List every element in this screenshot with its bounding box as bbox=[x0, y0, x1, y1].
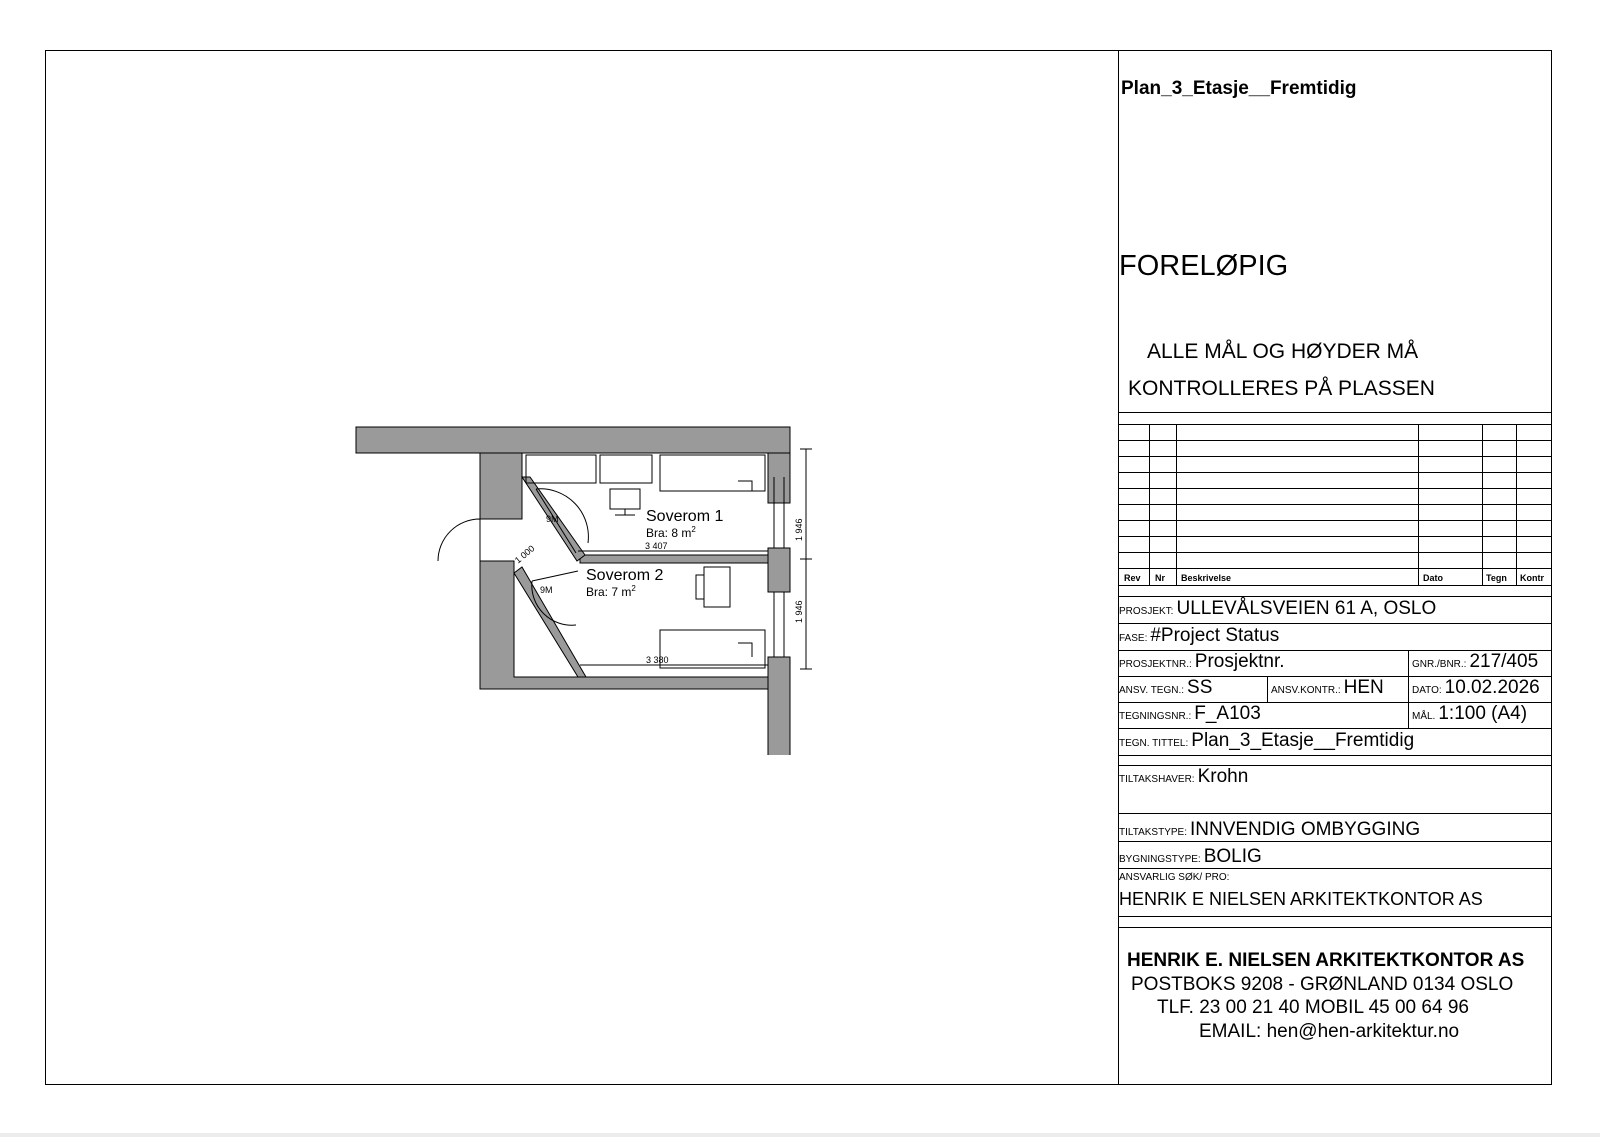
rev-header-dato: Dato bbox=[1423, 573, 1443, 583]
status-title: FORELØPIG bbox=[1119, 250, 1289, 282]
cabinet-1 bbox=[526, 455, 596, 483]
room1-name: Soverom 1 bbox=[646, 508, 724, 525]
field-tiltakshaver: TILTAKSHAVER: Krohn bbox=[1119, 766, 1249, 787]
rev-header-tegn: Tegn bbox=[1486, 573, 1507, 583]
field-prosjekt: PROSJEKT: ULLEVÅLSVEIEN 61 A, OSLO bbox=[1119, 598, 1437, 619]
wall-right-top bbox=[768, 453, 790, 503]
bed-2-pillow bbox=[738, 643, 752, 657]
bed-1-pillow bbox=[738, 481, 752, 491]
field-ansv-kontr: ANSV.KONTR.: HEN bbox=[1271, 677, 1384, 698]
bed-2 bbox=[660, 630, 765, 668]
entry-door-swing bbox=[438, 519, 480, 561]
room2-area: Bra: 7 $m^2$ bbox=[586, 584, 636, 599]
cabinet-2 bbox=[600, 455, 652, 483]
field-prosjektnr: PROSJEKTNR.: Prosjektnr. bbox=[1119, 651, 1285, 672]
notice-line-2: KONTROLLERES PÅ PLASSEN bbox=[1128, 377, 1435, 400]
rev-header-rev: Rev bbox=[1124, 573, 1141, 583]
dim-room2-width: 3 380 bbox=[646, 655, 669, 665]
bottom-bar bbox=[0, 1133, 1600, 1137]
rev-header-beskrivelse: Beskrivelse bbox=[1181, 573, 1232, 583]
title-block bbox=[1118, 50, 1552, 1085]
notice-line-1: ALLE MÅL OG HØYDER MÅ bbox=[1147, 340, 1419, 363]
value-ansvarlig: HENRIK E NIELSEN ARKITEKTKONTOR AS bbox=[1119, 889, 1483, 909]
floor-plan bbox=[340, 425, 820, 755]
field-dato: DATO: 10.02.2026 bbox=[1412, 677, 1540, 698]
wall-right-bottom bbox=[768, 657, 790, 755]
wall-right-middle bbox=[768, 548, 790, 592]
field-gnr-bnr: GNR./BNR.: 217/405 bbox=[1412, 651, 1539, 672]
wall-left-upper bbox=[480, 453, 522, 519]
field-tegningsnr: TEGNINGSNR.: F_A103 bbox=[1119, 703, 1261, 724]
room1-door-mark: 9M bbox=[546, 514, 559, 524]
room1-area: Bra: 8 $m^2$ bbox=[646, 525, 696, 540]
field-tegn-tittel: TEGN. TITTEL: Plan_3_Etasje__Fremtidig bbox=[1119, 730, 1415, 751]
dim-room2-height: 1 946 bbox=[794, 600, 804, 623]
dim-room1-width: 3 407 bbox=[645, 541, 668, 551]
field-tiltakstype: TILTAKSTYPE: INNVENDIG OMBYGGING bbox=[1119, 819, 1421, 840]
office-address: POSTBOKS 9208 - GRØNLAND 0134 OSLO bbox=[1131, 974, 1514, 995]
desk-monitor-1 bbox=[610, 489, 640, 509]
label-ansvarlig: ANSVARLIG SØK/ PRO: bbox=[1119, 872, 1230, 883]
office-name: HENRIK E. NIELSEN ARKITEKTKONTOR AS bbox=[1127, 950, 1525, 971]
office-phone: TLF. 23 00 21 40 MOBIL 45 00 64 96 bbox=[1157, 997, 1469, 1018]
office-email: EMAIL: hen@hen-arkitektur.no bbox=[1199, 1021, 1460, 1042]
dim-room1-height: 1 946 bbox=[794, 518, 804, 541]
revision-table bbox=[1119, 424, 1552, 586]
desk-2 bbox=[704, 567, 730, 607]
wall-diagonal-lower bbox=[514, 567, 586, 677]
dim-door: 1 000 bbox=[512, 543, 537, 566]
plan-name: Plan_3_Etasje__Fremtidig bbox=[1121, 78, 1357, 99]
field-ansv-tegn: ANSV. TEGN.: SS bbox=[1119, 677, 1213, 698]
field-fase: FASE: #Project Status bbox=[1119, 625, 1280, 646]
field-mal: MÅL. 1:100 (A4) bbox=[1412, 703, 1528, 724]
wall-partition bbox=[580, 555, 768, 563]
rev-header-nr: Nr bbox=[1155, 573, 1166, 583]
room2-name: Soverom 2 bbox=[586, 567, 664, 584]
bed-1 bbox=[660, 455, 765, 491]
room2-door-mark: 9M bbox=[540, 585, 553, 595]
wall-top bbox=[356, 427, 790, 477]
rev-header-kontr: Kontr bbox=[1520, 573, 1544, 583]
field-bygningstype: BYGNINGSTYPE: BOLIG bbox=[1119, 846, 1262, 867]
